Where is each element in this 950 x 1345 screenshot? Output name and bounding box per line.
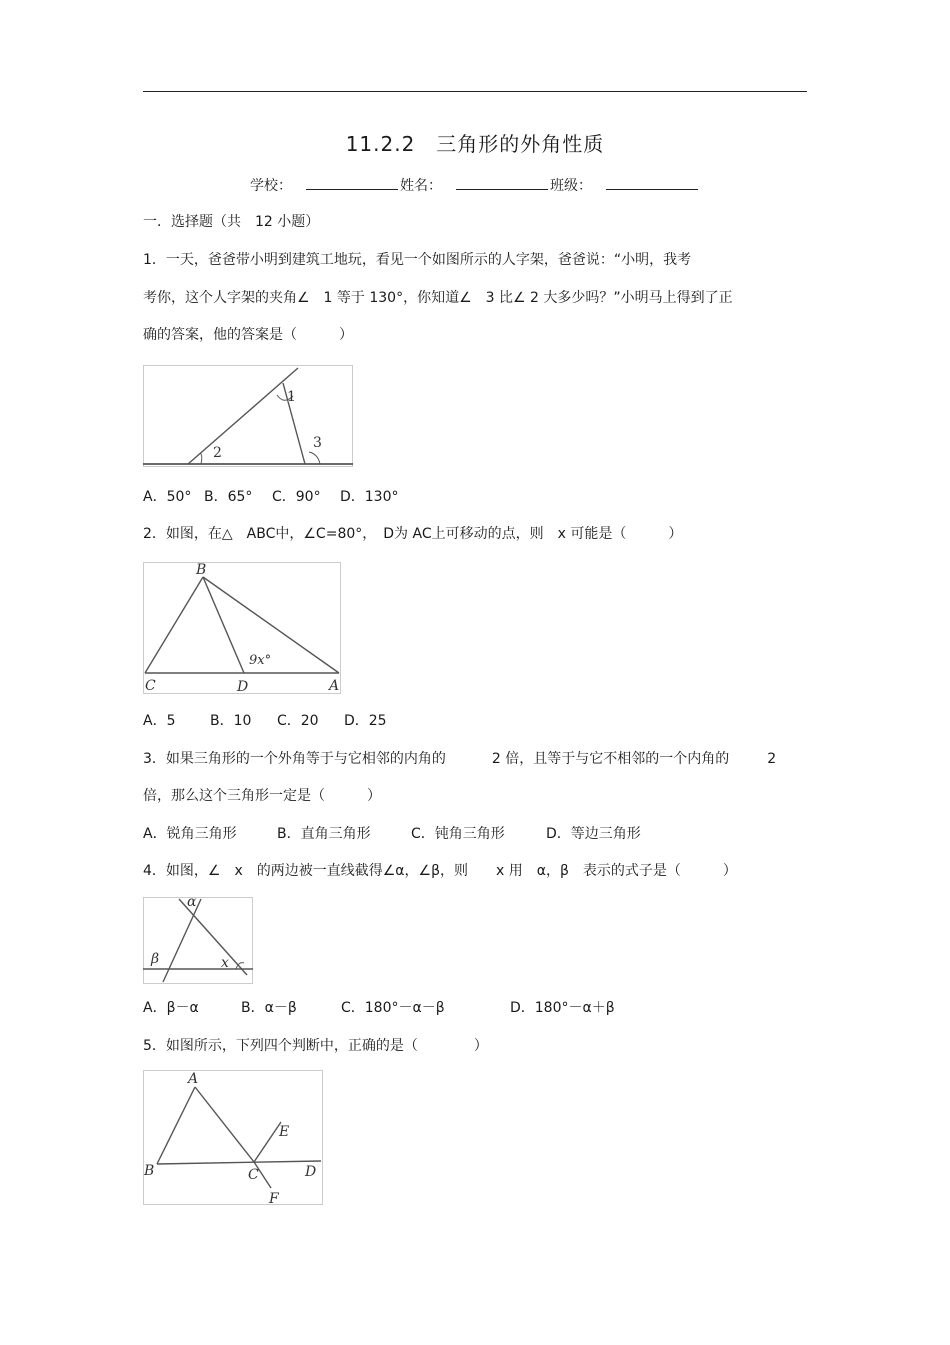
q4-option-c[interactable]: C．180°－α－β <box>341 1000 445 1016</box>
student-info <box>0 175 950 195</box>
q3-option-d[interactable]: D．等边三角形 <box>546 826 641 842</box>
q5-label-f: F <box>269 1191 279 1205</box>
q4-label-alpha: α <box>187 897 197 910</box>
q5-label-d: D <box>305 1164 317 1180</box>
section-heading: 一．选择题（共 12 小题） <box>143 214 320 230</box>
q3-option-b[interactable]: B．直角三角形 <box>277 826 371 842</box>
q2-label-d: D <box>237 679 249 694</box>
q3-line1-part-c: 2 <box>767 751 777 767</box>
q3-options <box>143 825 641 843</box>
q5-stem: 5．如图所示，下列四个判断中，正确的是（ ） <box>143 1038 488 1054</box>
q5-label-a: A <box>188 1071 199 1087</box>
q2-option-a[interactable]: A．5 <box>143 713 176 729</box>
q4-option-b[interactable]: B．α－β <box>241 1000 297 1016</box>
q2-label-a: A <box>329 678 340 694</box>
school-label: 学校： <box>250 178 292 194</box>
q3-option-c[interactable]: C．钝角三角形 <box>411 826 505 842</box>
q1-option-a[interactable]: A．50° <box>143 489 192 505</box>
q5-figure <box>143 1070 323 1205</box>
q2-label-b: B <box>196 562 207 578</box>
q1-label-2: 2 <box>213 445 222 461</box>
q3-option-a[interactable]: A．锐角三角形 <box>143 826 237 842</box>
q4-label-x: x <box>221 955 229 971</box>
q5-label-e: E <box>279 1124 290 1140</box>
q2-label-c: C <box>145 678 156 694</box>
school-blank <box>306 176 398 190</box>
q4-label-beta: β <box>151 951 160 967</box>
q3-line2: 倍，那么这个三角形一定是（ ） <box>143 788 381 804</box>
q2-option-b[interactable]: B．10 <box>210 713 252 729</box>
q1-option-d[interactable]: D．130° <box>340 489 399 505</box>
q2-option-d[interactable]: D．25 <box>344 713 387 729</box>
q4-option-a[interactable]: A．β－α <box>143 1000 199 1016</box>
header-rule <box>143 91 807 92</box>
q2-figure <box>143 562 341 694</box>
q1-line3: 确的答案，他的答案是（ ） <box>143 327 353 343</box>
q3-line1 <box>143 750 776 768</box>
class-blank <box>606 176 698 190</box>
q4-options <box>143 999 615 1017</box>
q5-label-c: C <box>248 1167 259 1183</box>
page-title: 11.2.2 三角形的外角性质 <box>345 132 605 156</box>
class-label: 班级： <box>550 178 592 194</box>
q1-line2: 考你，这个人字架的夹角∠ 1 等于 130°，你知道∠ 3 比∠ 2 大多少吗？”小明马上得到了正 <box>143 290 733 306</box>
q4-option-d[interactable]: D．180°－α＋β <box>510 1000 615 1016</box>
q5-label-b: B <box>144 1163 155 1179</box>
q4-stem: 4．如图，∠ x 的两边被一直线截得∠α，∠β，则 x 用 α，β 表示的式子是（ ） <box>143 863 737 879</box>
name-blank <box>456 176 548 190</box>
q1-option-c[interactable]: C．90° <box>272 489 321 505</box>
q1-figure <box>143 365 353 467</box>
q2-options <box>143 712 387 730</box>
q1-line1: 1．一天，爸爸带小明到建筑工地玩，看见一个如图所示的人字架，爸爸说：“小明，我考 <box>143 252 692 268</box>
name-label: 姓名： <box>400 178 442 194</box>
q3-line1-part-a: 3．如果三角形的一个外角等于与它相邻的内角的 <box>143 751 446 767</box>
q4-figure <box>143 897 253 984</box>
q1-label-1: 1 <box>287 389 296 405</box>
q1-label-3: 3 <box>313 435 322 451</box>
q2-option-c[interactable]: C．20 <box>277 713 319 729</box>
q1-option-b[interactable]: B．65° <box>204 489 253 505</box>
q3-line1-part-b: 2 倍，且等于与它不相邻的一个内角的 <box>491 751 730 767</box>
q2-stem: 2．如图，在△ ABC中，∠C=80°， D为 AC上可移动的点，则 x 可能是（ ） <box>143 526 683 542</box>
q1-options <box>143 488 399 506</box>
q2-label-angle: 9x° <box>249 653 272 668</box>
